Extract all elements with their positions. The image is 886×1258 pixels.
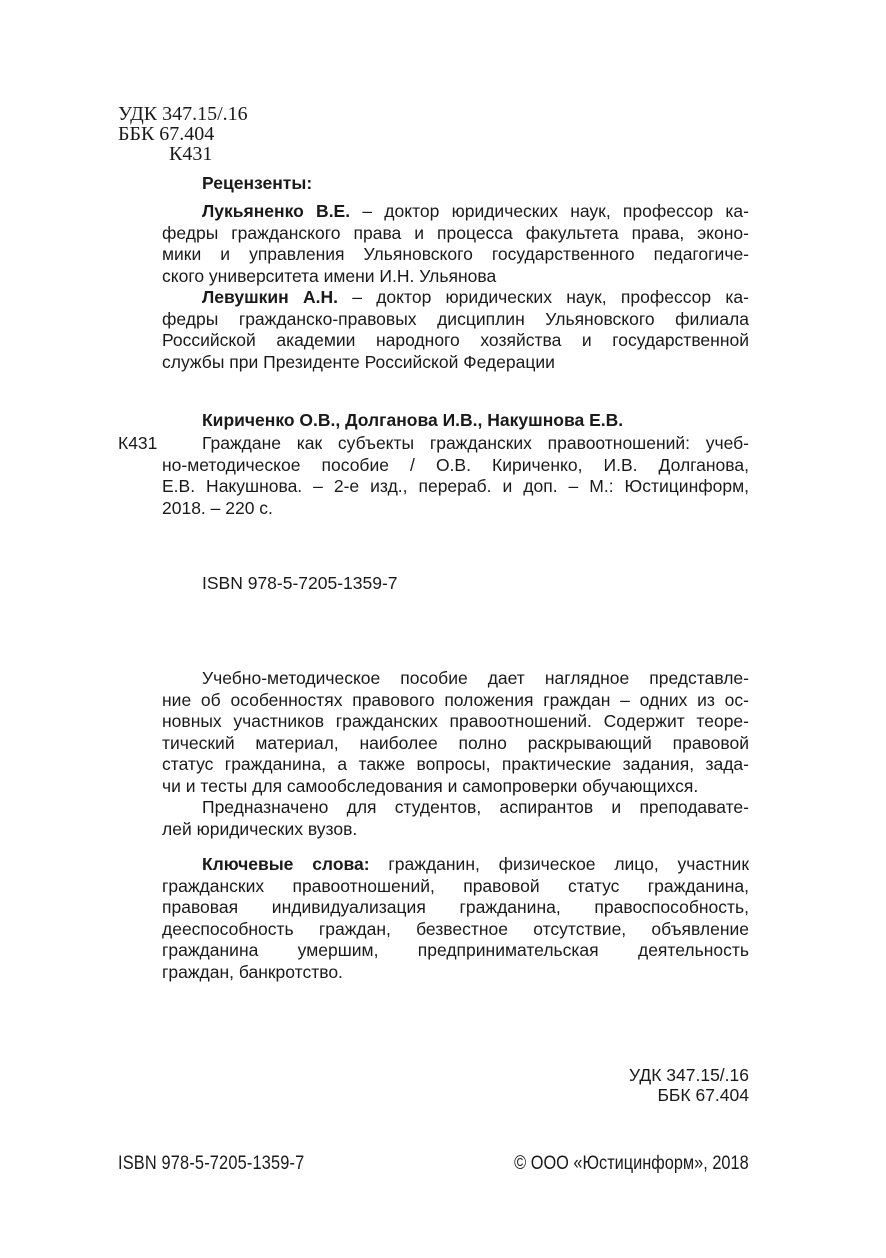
annotation-p1-line-2: новных участников гражданских правоотношений. Содержит теоре- bbox=[162, 711, 749, 731]
annotation-p2-line-0: Предназначено для студентов, аспирантов и преподавате- bbox=[202, 797, 749, 817]
reviewer-1-line-1: федры гражданского права и процесса факультета права, эконо- bbox=[162, 222, 749, 243]
keywords-line-1: гражданских правоотношений, правовой статус гражданина, bbox=[162, 875, 749, 896]
reviewer-2-name: Левушкин А.Н. bbox=[202, 287, 338, 307]
reviewer-2-line-3: службы при Президенте Российской Федерации bbox=[162, 351, 555, 372]
keywords-line-5: граждан, банкротство. bbox=[162, 961, 343, 982]
bbk-code: ББК 67.404 bbox=[118, 123, 215, 145]
reviewers-heading: Рецензенты: bbox=[202, 173, 313, 193]
classification-block bbox=[118, 104, 248, 164]
annotation-paragraph-2 bbox=[162, 797, 749, 840]
bottom-bbk-code: ББК 67.404 bbox=[657, 1085, 749, 1105]
reviewer-1-name: Лукьяненко В.Е. bbox=[202, 201, 351, 221]
bibliography-isbn: ISBN 978-5-7205-1359-7 bbox=[202, 573, 398, 593]
bibliography-line-1: но-методическое пособие / О.В. Кириченко, И.В. Долганова, bbox=[162, 454, 749, 475]
reviewer-2-line-1: федры гражданско-правовых дисциплин Ульяновского филиала bbox=[162, 308, 749, 329]
bibliography-line-2: Е.В. Накушнова. – 2-е изд., перераб. и доп. – М.: Юстицинформ, bbox=[162, 476, 749, 496]
annotation-p1-line-0: Учебно-методическое пособие дает наглядное представле- bbox=[202, 668, 749, 688]
keywords-paragraph bbox=[162, 854, 749, 983]
udk-code: УДК 347.15/.16 bbox=[118, 103, 248, 125]
reviewer-2-line-0: – доктор юридических наук, профессор ка- bbox=[338, 287, 749, 307]
bottom-classification bbox=[629, 1065, 749, 1105]
annotation-p1-line-3: тический материал, наиболее полно раскрывающий правовой bbox=[162, 732, 749, 753]
annotation bbox=[162, 668, 749, 983]
keywords-label: Ключевые слова: bbox=[202, 854, 370, 874]
reviewer-1-line-3: ского университета имени И.Н. Ульянова bbox=[162, 265, 497, 286]
keywords-line-4: гражданина умершим, предпринимательская деятельность bbox=[162, 940, 749, 960]
bibliography-authors: Кириченко О.В., Долганова И.В., Накушнова Е.В. bbox=[202, 410, 624, 430]
reviewers-list bbox=[162, 201, 749, 373]
reviewer-2 bbox=[162, 287, 749, 373]
footer-copyright: © ООО «Юстицинформ», 2018 bbox=[514, 1153, 749, 1174]
reviewer-1 bbox=[162, 201, 749, 287]
annotation-p1-line-5: чи и тесты для самообследования и самопроверки обучающихся. bbox=[162, 775, 699, 796]
annotation-p1-line-1: ние об особенностях правового положения граждан – одних из ос- bbox=[162, 689, 749, 710]
reviewer-2-line-2: Российской академии народного хозяйства и государственной bbox=[162, 330, 749, 350]
bottom-udk-code: УДК 347.15/.16 bbox=[629, 1065, 749, 1085]
bibliography-line-0: Граждане как субъекты гражданских правоотношений: учеб- bbox=[202, 433, 749, 453]
annotation-p1-line-4: статус гражданина, а также вопросы, практические задания, зада- bbox=[162, 754, 749, 774]
reviewer-1-line-2: мики и управления Ульяновского государственного педагогиче- bbox=[162, 244, 749, 264]
footer-isbn: ISBN 978-5-7205-1359-7 bbox=[118, 1153, 305, 1174]
bibliography-line-3: 2018. – 220 с. bbox=[162, 497, 273, 518]
reviewer-1-line-0: – доктор юридических наук, профессор ка- bbox=[350, 201, 749, 221]
bibliography-record bbox=[162, 433, 749, 519]
annotation-paragraph-1 bbox=[162, 668, 749, 797]
keywords-line-2: правовая индивидуализация гражданина, правоспособность, bbox=[162, 897, 749, 917]
annotation-p2-line-1: лей юридических вузов. bbox=[162, 818, 358, 839]
bibliography-mark: К431 bbox=[118, 433, 158, 453]
keywords-line-3: дееспособность граждан, безвестное отсутствие, объявление bbox=[162, 918, 749, 939]
keywords-line-0: гражданин, физическое лицо, участник bbox=[369, 854, 749, 874]
author-mark: К431 bbox=[169, 143, 213, 165]
